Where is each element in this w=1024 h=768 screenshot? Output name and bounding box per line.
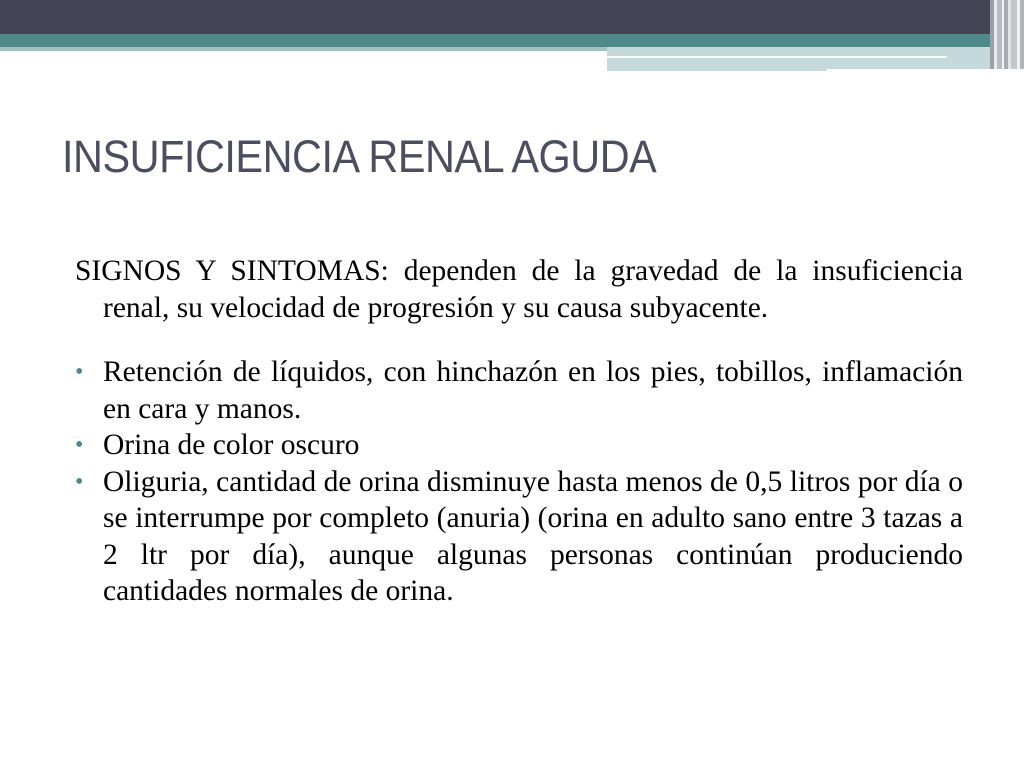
- header-bar-step-line-lower: [607, 69, 827, 71]
- bullet-icon: •: [75, 468, 84, 495]
- slide-body: [75, 253, 963, 610]
- bullet-text: Oliguria, cantidad de orina disminuye hasta menos de 0,5 litros por día o se interrumpe por completo (anuria) (orina en adulto sano entre 3 tazas a 2 ltr por día), aunque algunas personas continúan produciendo cantidades normales de orina.: [103, 465, 963, 607]
- bullet-icon: •: [75, 432, 84, 458]
- header-stripes: [990, 0, 1024, 69]
- header-bar-step-line: [607, 56, 947, 58]
- header-bar-teal: [0, 34, 1024, 47]
- header-bar-teal-light: [0, 47, 610, 51]
- bullet-list: [75, 354, 963, 610]
- slide-title: INSUFICIENCIA RENAL AGUDA: [62, 131, 657, 182]
- list-item: [75, 464, 963, 610]
- list-item: [75, 354, 963, 427]
- intro-paragraph: SIGNOS Y SINTOMAS: dependen de la gravedad de la insuficiencia renal, su velocidad de progresión y su causa subyacente.: [75, 255, 963, 324]
- bullet-icon: •: [75, 359, 84, 385]
- header-bar-dark: [0, 0, 1024, 34]
- list-item: [75, 427, 963, 464]
- header-bar-step: [607, 47, 1024, 69]
- bullet-text: Orina de color oscuro: [103, 429, 360, 461]
- bullet-text: Retención de líquidos, con hinchazón en los pies, tobillos, inflamación en cara y manos.: [103, 356, 963, 425]
